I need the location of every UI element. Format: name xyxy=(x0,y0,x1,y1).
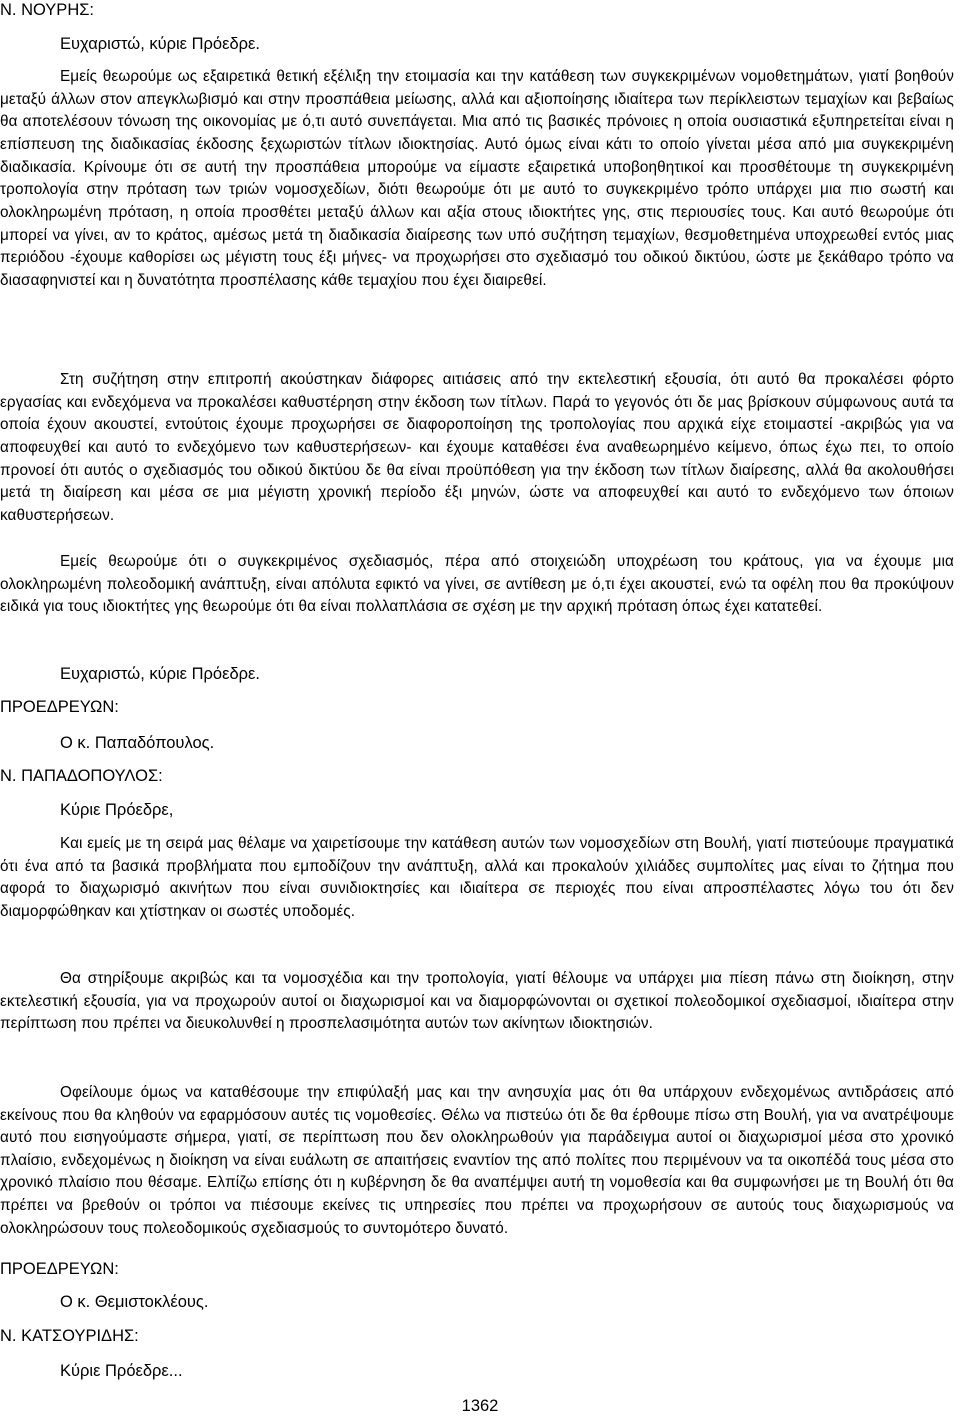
speaker-label: ΠΡΟΕΔΡΕΥΩΝ: xyxy=(0,1260,119,1278)
speech-paragraph: Οφείλουμε όμως να καταθέσουμε την επιφύλαξή μας και την ανησυχία μας ότι θα υπάρχουν ενδεχομένως αντιδράσεις από εκείνους που θα κληθούν να εφαρμόσουν αυτές τις νομοθεσίες. Θέλω να πιστεύω ότι δε θα έρθουμε πίσω στη Βουλή, για να ανατρέψουμε αυτό που εισηγούμαστε σήμερα, γιατί, σε περίπτωση που δεν ολοκληρωθούν για παράδειγμα αυτοί οι διαχωρισμοί μέσα στο χρονικό πλαίσιο, ενδεχομένως η διοίκηση να είναι ευάλωτη σε απαιτήσεις εναντίον της από πολίτες που περιμένουν να τα οικοπέδά τους μέσα στο χρονικό πλαίσιο που θέσαμε. Ελπίζω επίσης ότι η κυβέρνηση δε θα αναπέμψει αυτή τη νομοθεσία και θα συμφωνήσει με τη Βουλή ότι θα πρέπει να βρεθούν οι τρόποι να πιέσουμε εκείνες τις υπηρεσίες που πρέπει να προχωρήσουν σε αυτούς τους διαχωρισμούς να ολοκληρώσουν τους πολεοδομικούς σχεδιασμούς το συντομότερο δυνατό. xyxy=(0,1084,954,1237)
speaker-label: Ν. ΚΑΤΣΟΥΡΙΔΗΣ: xyxy=(0,1327,139,1345)
speech-opening: Ευχαριστώ, κύριε Πρόεδρε. xyxy=(60,35,260,53)
speech-opening: Κύριε Πρόεδρε... xyxy=(60,1362,183,1380)
speech-closing: Ευχαριστώ, κύριε Πρόεδρε. xyxy=(60,665,260,683)
speech-paragraph: Εμείς θεωρούμε ως εξαιρετικά θετική εξέλιξη την ετοιμασία και την κατάθεση των συγκεκριμένων νομοθετημάτων, γιατί βοηθούν μεταξύ άλλων στον απεγκλωβισμό και στην προσπάθεια μείωσης, αλλά και αξιοποίησης ιδιαίτερα των περίκλειστων τεμαχίων και βεβαίως θα αποτελέσουν τόνωση της οικονομίας με ό,τι αυτό συνεπάγεται. Μια από τις βασικές πρόνοιες η οποία ουσιαστικά εξυπηρετείται είναι η επίσπευση της διαδικασίας έκδοσης ξεχωριστών τίτλων ιδιοκτησίας. Αυτό όμως είναι κάτι το οποίο γίνεται μέσα από μια συγκεκριμένη διαδικασία. Κρίνουμε ότι σε αυτή την προσπάθεια μπορούμε να είμαστε εξαιρετικά υποβοηθητικοί και προσθέτουμε τη συγκεκριμένη τροπολογία στην πρόταση των τριών νομοσχεδίων, διότι θεωρούμε ότι με αυτό το συγκεκριμένο τρόπο υπάρχει μια πιο σωστή και ολοκληρωμένη πρόταση, η οποία προσθέτει μεταξύ άλλων και αξία στους ιδιοκτήτες γης, στις περιουσίες τους. Και αυτό θεωρούμε ότι μπορεί να γίνει, αν το κράτος, αμέσως μετά τη διαδικασία διαίρεσης των υπό συζήτηση τεμαχίων, θεσμοθετημένα υποχρεωθεί εντός μιας περιόδου -έχουμε καθορίσει ως μέγιστη τους έξι μήνες- να προχωρήσει στο σχεδιασμό του οδικού δικτύου, ώστε με ξεκάθαρο τρόπο να διασαφηνιστεί και η δυνατότητα προσπέλασης κάθε τεμαχίου που έχει διαιρεθεί. xyxy=(0,68,954,289)
speech-opening: Κύριε Πρόεδρε, xyxy=(60,801,174,819)
chair-remark: Ο κ. Θεμιστοκλέους. xyxy=(60,1293,209,1311)
speech-paragraph: Θα στηρίξουμε ακριβώς και τα νομοσχέδια και την τροπολογία, γιατί θέλουμε να υπάρχει μια πίεση πάνω στη διοίκηση, στην εκτελεστική εξουσία, για να προχωρούν αυτοί οι διαχωρισμοί και να διαμορφώνονται οι σχετικοί πολεοδομικοί σχεδιασμοί, ιδιαίτερα στην περίπτωση που πρέπει να διευκολυνθεί η προσπελασιμότητα αυτών των ακίνητων ιδιοκτησιών. xyxy=(0,970,954,1033)
speaker-label: ΠΡΟΕΔΡΕΥΩΝ: xyxy=(0,698,119,716)
speech-paragraph: Και εμείς με τη σειρά μας θέλαμε να χαιρετίσουμε την κατάθεση αυτών των νομοσχεδίων στη Βουλή, γιατί πιστεύουμε πραγματικά ότι ένα από τα βασικά προβλήματα που εμποδίζουν την ανάπτυξη, αλλά και προκαλούν χιλιάδες συμπολίτες μας είναι το ζήτημα που αφορά το διαχωρισμό ακινήτων που είναι συνιδιοκτησίες και ιδιαίτερα σε περιοχές που είναι απροσπέλαστες λόγω του ότι δεν διαμορφώθηκαν και χτίστηκαν οι σωστές υποδομές. xyxy=(0,835,954,920)
speech-paragraph: Εμείς θεωρούμε ότι ο συγκεκριμένος σχεδιασμός, πέρα από στοιχειώδη υποχρέωση του κράτους, για να έχουμε μια ολοκληρωμένη πολεοδομική ανάπτυξη, είναι απόλυτα εφικτό να γίνει, σε αντίθεση με ό,τι έχει ακουστεί, ενώ τα οφέλη που θα προκύψουν ειδικά για τους ιδιοκτήτες γης θεωρούμε ότι θα είναι πολλαπλάσια σε σχέση με την αρχική πρόταση όπως έχει κατατεθεί. xyxy=(0,553,954,616)
speaker-label: Ν. ΠΑΠΑΔΟΠΟΥΛΟΣ: xyxy=(0,767,163,785)
page-number: 1362 xyxy=(461,1397,499,1415)
speaker-label: Ν. ΝΟΥΡΗΣ: xyxy=(0,1,95,19)
chair-remark: Ο κ. Παπαδόπουλος. xyxy=(60,734,215,752)
speech-paragraph: Στη συζήτηση στην επιτροπή ακούστηκαν διάφορες αιτιάσεις από την εκτελεστική εξουσία, ότι αυτό θα προκαλέσει φόρτο εργασίας και ενδεχόμενα να προκαλέσει καθυστέρηση στην έκδοση των τίτλων. Παρά το γεγονός ότι δε μας βρίσκουν σύμφωνους αυτά τα οποία έχουν ακουστεί, εντούτοις έχουμε προχωρήσει σε διαφοροποίηση της τροπολογίας που αρχικά είχε ετοιμαστεί -ακριβώς για να αποφευχθεί και αυτό το ενδεχόμενο των καθυστερήσεων- και έχουμε καταθέσει ένα αναθεωρημένο κείμενο, όπως έχω πει, το οποίο προνοεί ότι αυτός ο σχεδιασμός του οδικού δικτύου δε θα είναι προϋπόθεση για την έκδοση των τίτλων διαίρεσης, αλλά θα ακολουθήσει μετά τη διαίρεση και μέσα σε μια μέγιστη χρονική περίοδο έξι μηνών, ώστε να αποφευχθεί και αυτό το ενδεχόμενο των όποιων καθυστερήσεων. xyxy=(0,371,954,524)
